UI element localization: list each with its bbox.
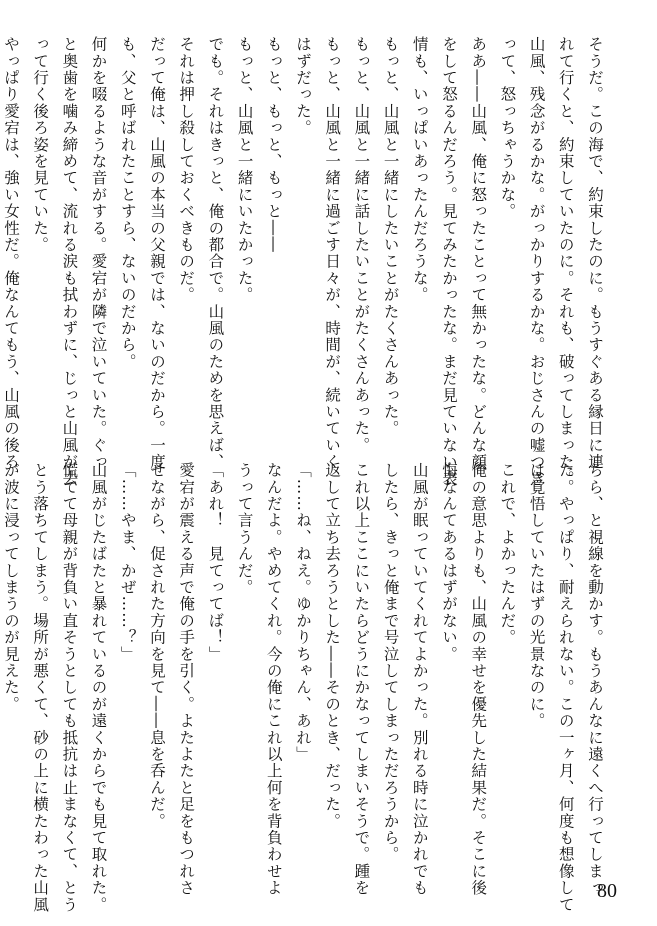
text-line: それは押し殺しておくべきものだ。 — [177, 36, 196, 304]
text-line: うって言うんだ。 — [235, 462, 254, 596]
text-line: は覚悟していたはずの光景なのに。 — [527, 462, 546, 730]
text-line: 悔なんてあるはずがない。 — [439, 462, 458, 663]
text-line: もっと、山風と一緒にしたいことがたくさんあった。 — [381, 36, 400, 437]
text-line: もっと、山風と一緒に話したいことがたくさんあった。 — [352, 36, 371, 454]
page-number: 80 — [597, 880, 617, 902]
text-line: でも。それはきっと、俺の都合で。山風のためを思えば、 — [206, 36, 225, 471]
text-line: これで、よかったんだ。 — [498, 462, 517, 646]
text-line: って、怒っちゃうかな。 — [498, 36, 517, 220]
text-line: したら、きっと俺まで号泣してしまっただろうから。 — [381, 462, 400, 863]
text-line: 「……ね、ねえ。ゆかりちゃん、あれ」 — [293, 462, 312, 763]
text-line: ちら、と視線を動かす。もうあんなに遠くへ行ってしまっ — [586, 462, 604, 897]
text-line: 山風がじたばたと暴れているのが遠くからでも見て取れた。 — [89, 462, 108, 913]
text-line: せながら、促された方向を見て――息を呑んだ。 — [147, 462, 166, 830]
text-line: やっぱり愛宕は、強い女性だ。俺なんてもう、山風の後ろ — [1, 36, 20, 471]
text-line: 「あれ！ 見てってば！」 — [206, 462, 225, 663]
text-line: なんだよ。やめてくれ。今の俺にこれ以上何を背負わせよ — [264, 462, 283, 897]
text-line: 情も、いっぱいあったんだろうな。 — [410, 36, 429, 304]
text-line: はずだった。 — [293, 36, 312, 137]
text-line: だって俺は、山風の本当の父親では、ないのだから。一度 — [147, 36, 166, 471]
text-line: とう落ちてしまう。場所が悪くて、砂の上に横たわった山風 — [31, 462, 50, 913]
text-line: 返して立ち去ろうとした――そのとき、だった。 — [323, 462, 342, 830]
text-line: ああ――山風、俺に怒ったことって無かったな。どんな顔 — [469, 36, 488, 471]
text-line: もっと、もっと、もっと―― — [264, 36, 283, 254]
text-line: そうだ。この海で、約束したのに。もうすぐある縁日に連 — [586, 36, 604, 471]
text-line: た。やっぱり、耐えられない。この一ヶ月、何度も想像して — [556, 462, 575, 913]
text-line: 山風が眠っていてくれてよかった。別れる時に泣かれでも — [410, 462, 429, 897]
text-line: が波に浸ってしまうのが見えた。 — [1, 462, 20, 713]
text-line: 俺の意思よりも、山風の幸せを優先した結果だ。そこに後 — [469, 462, 488, 897]
text-block-top — [1, 36, 609, 487]
text-line: 慌てて母親が背負い直そうとしても抵抗は止まなくて、とう — [60, 462, 79, 913]
text-line: もっと、山風と一緒に過ごす日々が、時間が、続いていく — [323, 36, 342, 471]
text-line: 「……やま、かぜ……？」 — [118, 462, 137, 663]
text-line: これ以上ここにいたらどうにかなってしまいそうで。踵を — [352, 462, 371, 897]
text-line: 山風、残念がるかな。がっかりするかな。おじさんの嘘つき — [527, 36, 546, 487]
text-line: と奥歯を噛み締めて、流れる涙も拭わずに、じっと山風が去 — [60, 36, 79, 487]
text-line: もっと、山風と一緒にいたかった。 — [235, 36, 254, 304]
text-line: 愛宕が震える声で俺の手を引く。よたよたと足をもつれさ — [177, 462, 196, 897]
text-line: も、父と呼ばれたことすら、ないのだから。 — [118, 36, 137, 370]
text-line: 何かを啜るような音がする。愛宕が隣で泣いていた。ぐっ — [89, 36, 108, 471]
text-line: って行く後ろ姿を見ていた。 — [31, 36, 50, 254]
text-line: れて行くと、約束していたのに。それも、破ってしまった。 — [556, 36, 575, 487]
text-line: をして怒るんだろう。見てみたかったな。まだ見ていない表 — [439, 36, 458, 487]
